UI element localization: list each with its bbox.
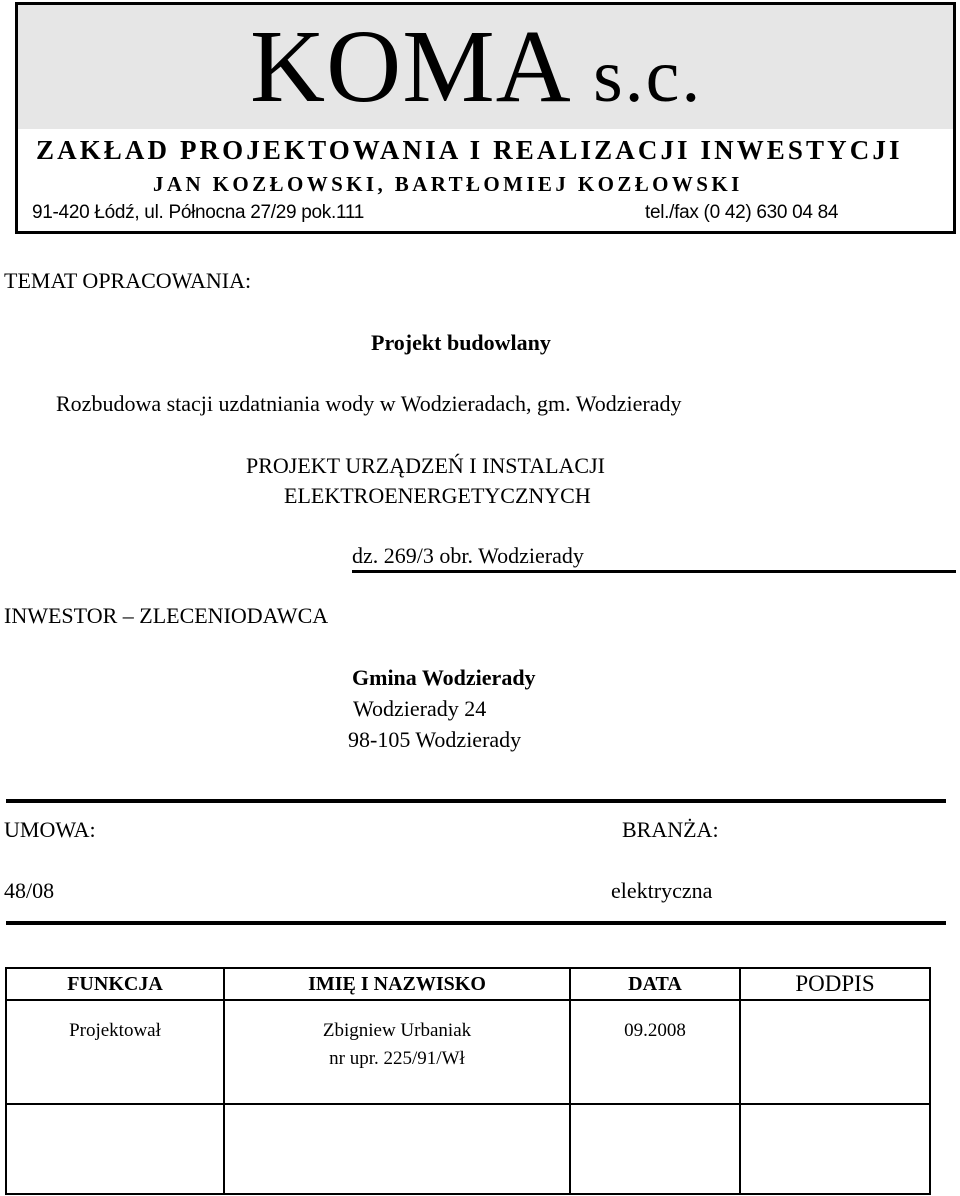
empty-cell [740,1104,930,1194]
investor-street: Wodzierady 24 [353,696,487,721]
scope-line-2: ELEKTROENERGETYCZNYCH [284,483,591,508]
header-signature: PODPIS [740,968,930,1000]
investor-postal: 98-105 Wodzierady [348,727,522,752]
header-name: IMIĘ I NAZWISKO [224,968,570,1000]
cell-name [224,1000,570,1104]
project-description: Rozbudowa stacji uzdatniania wody w Wodzieradach, gm. Wodzierady [56,391,682,416]
scope-line-1: PROJEKT URZĄDZEŃ I INSTALACJI [246,453,605,478]
cell-signature [740,1000,930,1104]
company-header [15,2,956,234]
empty-cell [6,1104,224,1194]
company-suffix: s.c. [593,34,703,118]
company-owners: JAN KOZŁOWSKI, BARTŁOMIEJ KOZŁOWSKI [153,172,743,196]
company-name [250,9,703,124]
plot-underline [352,570,956,573]
investor-label: INWESTOR – ZLECENIODAWCA [4,603,329,628]
header-date: DATA [570,968,740,1000]
company-subtitle: ZAKŁAD PROJEKTOWANIA I REALIZACJI INWESTYCJI [36,135,903,165]
cell-function: Projektował [6,1000,224,1104]
industry-label: BRANŻA: [622,817,719,842]
contract-label: UMOWA: [4,817,96,842]
signature-table [5,967,931,1195]
table-row-empty [6,1104,930,1194]
investor-name: Gmina Wodzierady [352,665,536,690]
designer-license: nr upr. 225/91/Wł [329,1048,465,1069]
empty-cell [570,1104,740,1194]
cell-date: 09.2008 [570,1000,740,1104]
table-header-row [6,968,930,1000]
empty-cell [224,1104,570,1194]
project-type: Projekt budowlany [371,330,551,355]
company-address: 91-420 Łódź, ul. Północna 27/29 pok.111 [32,202,364,223]
divider-bottom [6,921,946,925]
divider-top [6,799,946,803]
header-function: FUNKCJA [6,968,224,1000]
plot-number: dz. 269/3 obr. Wodzierady [352,543,584,568]
company-name-main: KOMA [250,9,567,124]
designer-name: Zbigniew Urbaniak [322,1020,472,1041]
company-phone: tel./fax (0 42) 630 04 84 [645,202,839,223]
industry-value: elektryczna [611,878,713,903]
topic-label: TEMAT OPRACOWANIA: [4,268,252,293]
contract-value: 48/08 [4,878,55,903]
table-row [6,1000,930,1104]
